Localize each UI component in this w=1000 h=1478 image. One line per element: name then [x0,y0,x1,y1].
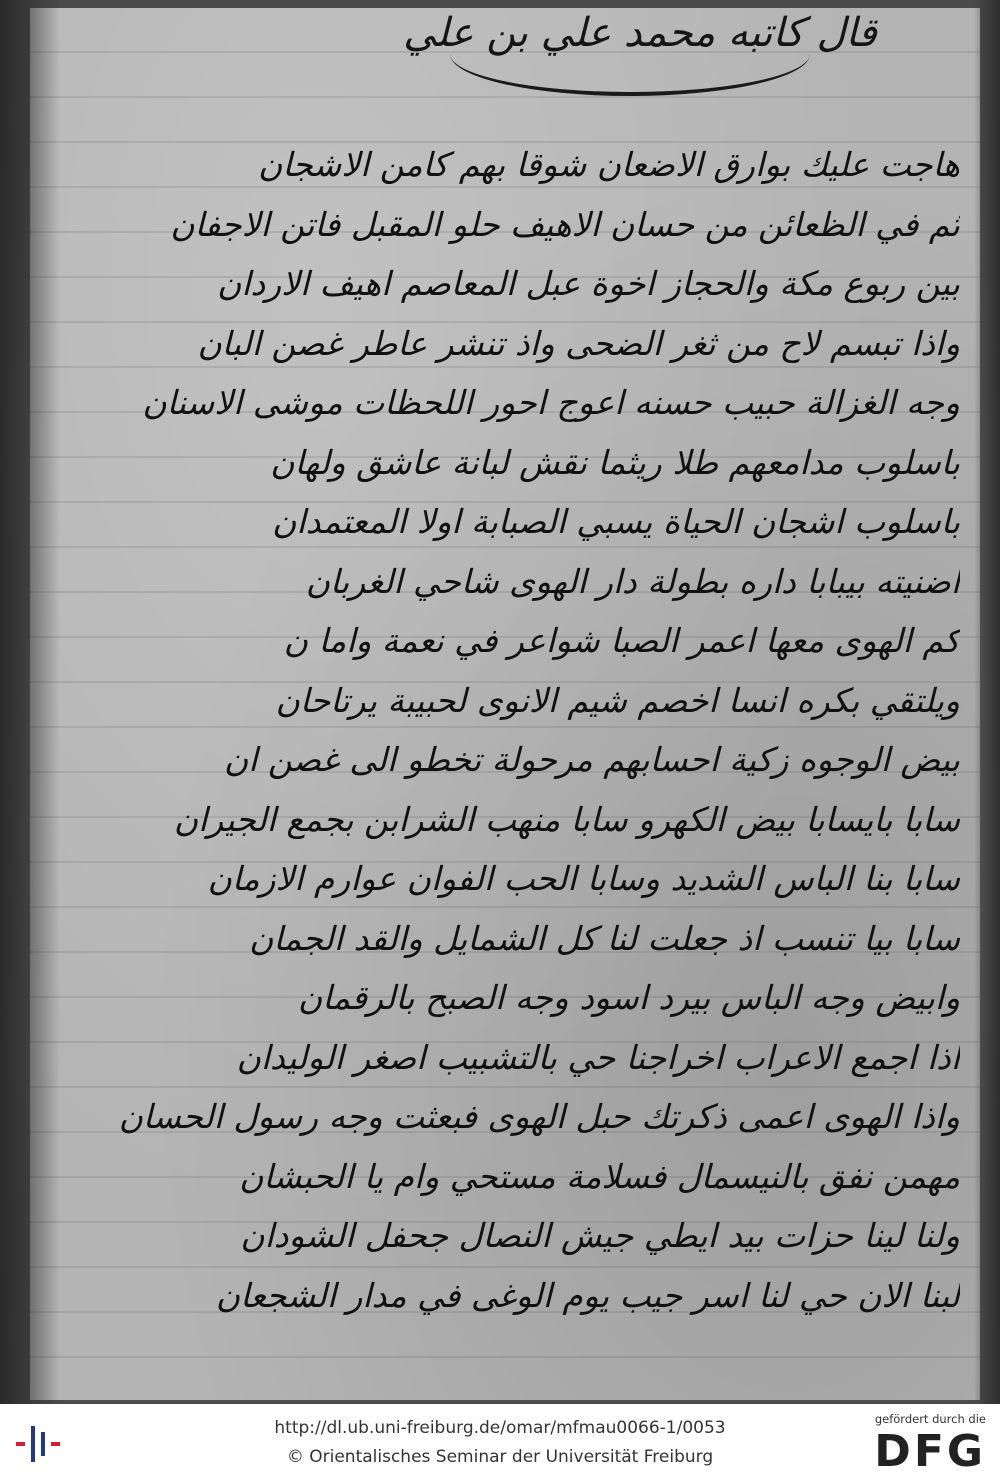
verse-line: باسلوب مدامعهم طلا ريثما نقش لبانة عاشق ولهان [270,442,960,482]
verse-line: وجه الغزالة حبيب حسنه اعوج احور اللحظات موشى الاسنان [142,383,960,422]
verse-line: سابا بنا الباس الشديد وسابا الحب الفوان عوارم الازمان [207,859,960,898]
verse-line: هاجت عليك بوارق الاضعان شوقا بهم كامن الاشجان [258,145,960,184]
verse-line: اضنيته بيبابا داره بطولة دار الهوى شاحي الغربان [305,561,960,601]
verse-line: باسلوب اشجان الحياة يسبي الصبابة اولا المعتمدان [272,502,960,541]
verse-block [60,135,960,1325]
freiburg-library-logo-icon [14,1422,62,1466]
verse-line: واذا تبسم لاح من ثغر الضحى واذ تنشر عاطر غصن البان [197,323,960,363]
scan-left-shadow [0,0,60,1404]
manuscript-heading: قال كاتبه محمد علي بن علي [403,10,877,56]
verse-line: واذا الهوى اعمى ذكرتك حبل الهوى فبعثت وجه رسول الحسان [118,1097,960,1136]
copyright-notice: © Orientalisches Seminar der Universität Freiburg [286,1447,714,1467]
dfg-logo[interactable]: DFG [874,1426,986,1477]
scan-right-shadow [974,0,1000,1404]
viewer-footer [0,1404,1000,1478]
permalink-url[interactable]: http://dl.ub.uni-freiburg.de/omar/mfmau0066-1/0053 [274,1418,726,1438]
verse-line: ثم في الظعائن من حسان الاهيف حلو المقبل فاتن الاجفان [170,204,960,244]
verse-line: ولنا لينا حزات بيد ايطي جيش النصال جحفل الشودان [240,1216,960,1255]
verse-line: سابا بيا تنسب اذ جعلت لنا كل الشمايل والقد الجمان [249,918,960,958]
verse-line: بيض الوجوه زكية احسابهم مرحولة تخطو الى غصن ان [223,740,960,779]
verse-line: سابا بايسابا بيض الكهرو سابا منهب الشرابن بجمع الجيران [173,799,960,839]
verse-line: كم الهوى معها اعمر الصبا شواعر في نعمة واما ن [283,621,960,660]
funding-note: gefördert durch die [874,1412,986,1426]
verse-line: لبنا الان حي لنا اسر جيب يوم الوغى في مدار الشجعان [215,1275,960,1315]
verse-line: مهمن نفق بالنيسمال فسلامة مستحي وام يا الحبشان [239,1156,960,1196]
verse-line: بين ربوع مكة والحجاز اخوة عبل المعاصم اهيف الاردان [217,264,960,303]
verse-line: ويلتقي بكره انسا اخصم شيم الانوى لحبيبة يرتاحان [275,680,960,720]
verse-line: اذا اجمع الاعراب اخراجنا حي بالتشبيب اصغر الوليدان [236,1037,960,1077]
verse-line: وابيض وجه الباس بيرد اسود وجه الصبح بالرقمان [297,978,960,1017]
